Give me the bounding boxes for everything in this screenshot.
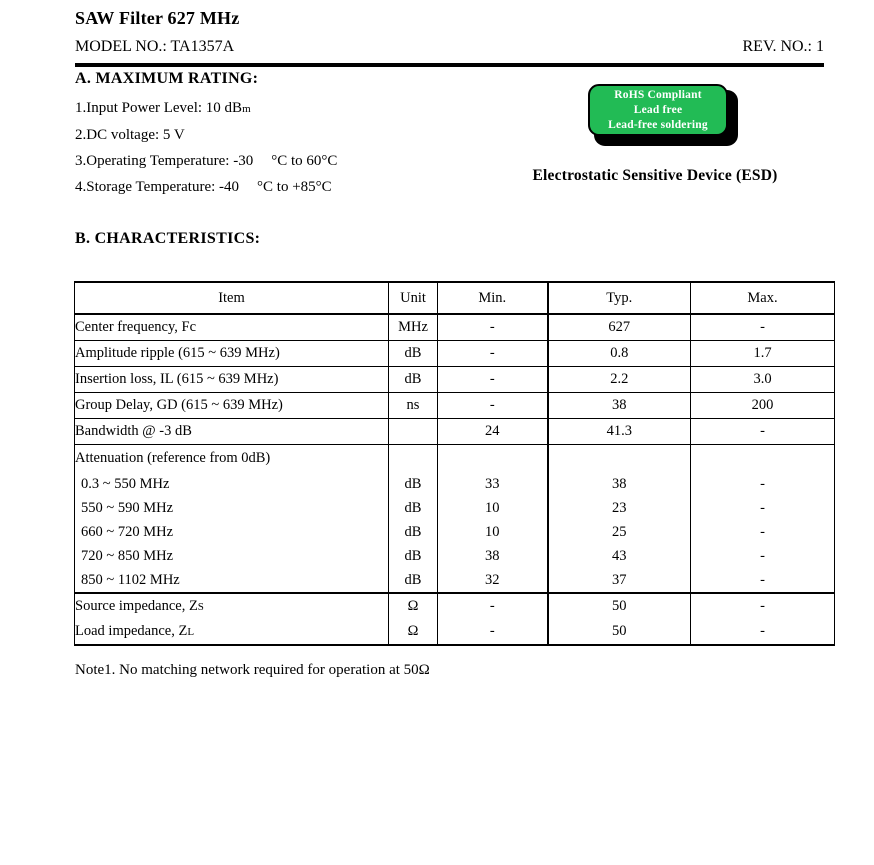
col-header-unit: Unit [389, 282, 438, 314]
section-b-heading: B. CHARACTERISTICS: [75, 230, 261, 247]
row-min: 32 [438, 568, 548, 593]
col-header-typ: Typ. [548, 282, 691, 314]
esd-notice: Electrostatic Sensitive Device (ESD) [532, 167, 778, 184]
row-unit: dB [389, 341, 438, 367]
row-min: - [438, 593, 548, 619]
row-item-label: 720 ~ 850 MHz [75, 544, 389, 568]
row-min: 10 [438, 520, 548, 544]
attenuation-heading-typ [548, 445, 691, 473]
row-min: - [438, 341, 548, 367]
row-max: - [691, 520, 835, 544]
row-item-label: Group Delay, GD (615 ~ 639 MHz) [75, 393, 389, 419]
attenuation-heading-max [691, 445, 835, 473]
rating-text-2: DC voltage: 5 V [86, 127, 185, 143]
row-min: 24 [438, 419, 548, 445]
row-min: - [438, 367, 548, 393]
table-row [75, 619, 835, 645]
characteristics-table [74, 281, 835, 646]
row-unit: dB [389, 544, 438, 568]
row-typ: 0.8 [548, 341, 691, 367]
rating-index-2: 2. [75, 127, 87, 143]
rohs-line-1: RoHS Compliant [614, 88, 702, 101]
row-unit: MHz [389, 314, 438, 341]
row-unit [389, 419, 438, 445]
row-item-label [75, 619, 389, 645]
rating-index-1: 1. [75, 100, 87, 116]
row-unit: ns [389, 393, 438, 419]
rating-text-1: Input Power Level: 10 dB [86, 100, 243, 116]
row-typ: 38 [548, 472, 691, 496]
row-typ: 627 [548, 314, 691, 341]
col-header-item: Item [75, 282, 389, 314]
row-min: - [438, 314, 548, 341]
rating-text-4: Storage Temperature: -40 [86, 179, 240, 195]
revision-number: REV. NO.: 1 [742, 38, 824, 55]
note-text: Note1. No matching network required for operation at 50Ω [75, 662, 430, 678]
rating-index-4: 4. [75, 179, 87, 195]
row-max: - [691, 472, 835, 496]
row-item-label: 550 ~ 590 MHz [75, 496, 389, 520]
row-min: 38 [438, 544, 548, 568]
page-title: SAW Filter 627 MHz [75, 8, 240, 28]
row-item-label: Center frequency, Fc [75, 314, 389, 341]
row-item-subscript: L [187, 626, 195, 638]
rating-item-2 [75, 122, 515, 148]
table-row [75, 472, 835, 496]
row-max: 1.7 [691, 341, 835, 367]
col-header-min: Min. [438, 282, 548, 314]
row-item-label [75, 593, 389, 619]
row-unit: dB [389, 472, 438, 496]
table-row [75, 593, 835, 619]
row-typ: 2.2 [548, 367, 691, 393]
rating-tail-3: °C to 60°C [271, 153, 338, 169]
row-unit: dB [389, 520, 438, 544]
model-number: MODEL NO.: TA1357A [75, 38, 235, 55]
row-item-label: 660 ~ 720 MHz [75, 520, 389, 544]
row-min: 10 [438, 496, 548, 520]
row-max: - [691, 593, 835, 619]
attenuation-heading-unit [389, 445, 438, 473]
row-max: - [691, 314, 835, 341]
row-max: - [691, 544, 835, 568]
rating-item-1 [75, 95, 515, 122]
row-unit: Ω [389, 619, 438, 645]
row-item-text: Load impedance, Z [75, 623, 188, 639]
row-max: 200 [691, 393, 835, 419]
rating-item-3 [75, 148, 515, 174]
row-item-subscript: S [197, 601, 204, 613]
table-row [75, 314, 835, 341]
rating-tail-4: °C to +85°C [257, 179, 332, 195]
row-typ: 25 [548, 520, 691, 544]
row-typ: 37 [548, 568, 691, 593]
maximum-rating-list [75, 95, 515, 200]
table-row [75, 568, 835, 593]
attenuation-heading: Attenuation (reference from 0dB) [75, 445, 389, 473]
table-header-row [75, 282, 835, 314]
row-unit: dB [389, 496, 438, 520]
row-item-label: Bandwidth @ -3 dB [75, 419, 389, 445]
row-max: - [691, 419, 835, 445]
row-typ: 50 [548, 619, 691, 645]
table-row [75, 367, 835, 393]
table-row [75, 544, 835, 568]
rohs-line-3: Lead-free soldering [608, 118, 708, 131]
rating-item-4 [75, 174, 515, 200]
col-header-max: Max. [691, 282, 835, 314]
row-item-label: 850 ~ 1102 MHz [75, 568, 389, 593]
row-item-label: Insertion loss, IL (615 ~ 639 MHz) [75, 367, 389, 393]
row-unit: dB [389, 568, 438, 593]
rating-index-3: 3. [75, 153, 87, 169]
header-divider [75, 63, 824, 67]
table-row [75, 341, 835, 367]
row-min: - [438, 393, 548, 419]
row-typ: 38 [548, 393, 691, 419]
row-max: - [691, 568, 835, 593]
row-typ: 23 [548, 496, 691, 520]
row-typ: 43 [548, 544, 691, 568]
row-max: 3.0 [691, 367, 835, 393]
table-row [75, 520, 835, 544]
row-typ: 50 [548, 593, 691, 619]
rating-text-3: Operating Temperature: -30 [86, 153, 254, 169]
table-row [75, 419, 835, 445]
row-max: - [691, 619, 835, 645]
row-typ: 41.3 [548, 419, 691, 445]
row-min: 33 [438, 472, 548, 496]
row-max: - [691, 496, 835, 520]
rohs-badge [588, 84, 738, 146]
row-item-label: Amplitude ripple (615 ~ 639 MHz) [75, 341, 389, 367]
rohs-badge-body [588, 84, 728, 136]
table-row [75, 393, 835, 419]
section-a-heading: A. MAXIMUM RATING: [75, 70, 259, 87]
attenuation-heading-min [438, 445, 548, 473]
rohs-line-2: Lead free [633, 103, 683, 116]
attenuation-heading-row [75, 445, 835, 473]
table-row [75, 496, 835, 520]
rating-sub-1: m [242, 103, 251, 115]
row-unit: dB [389, 367, 438, 393]
row-item-text: Source impedance, Z [75, 598, 198, 614]
row-unit: Ω [389, 593, 438, 619]
row-min: - [438, 619, 548, 645]
row-item-label: 0.3 ~ 550 MHz [75, 472, 389, 496]
